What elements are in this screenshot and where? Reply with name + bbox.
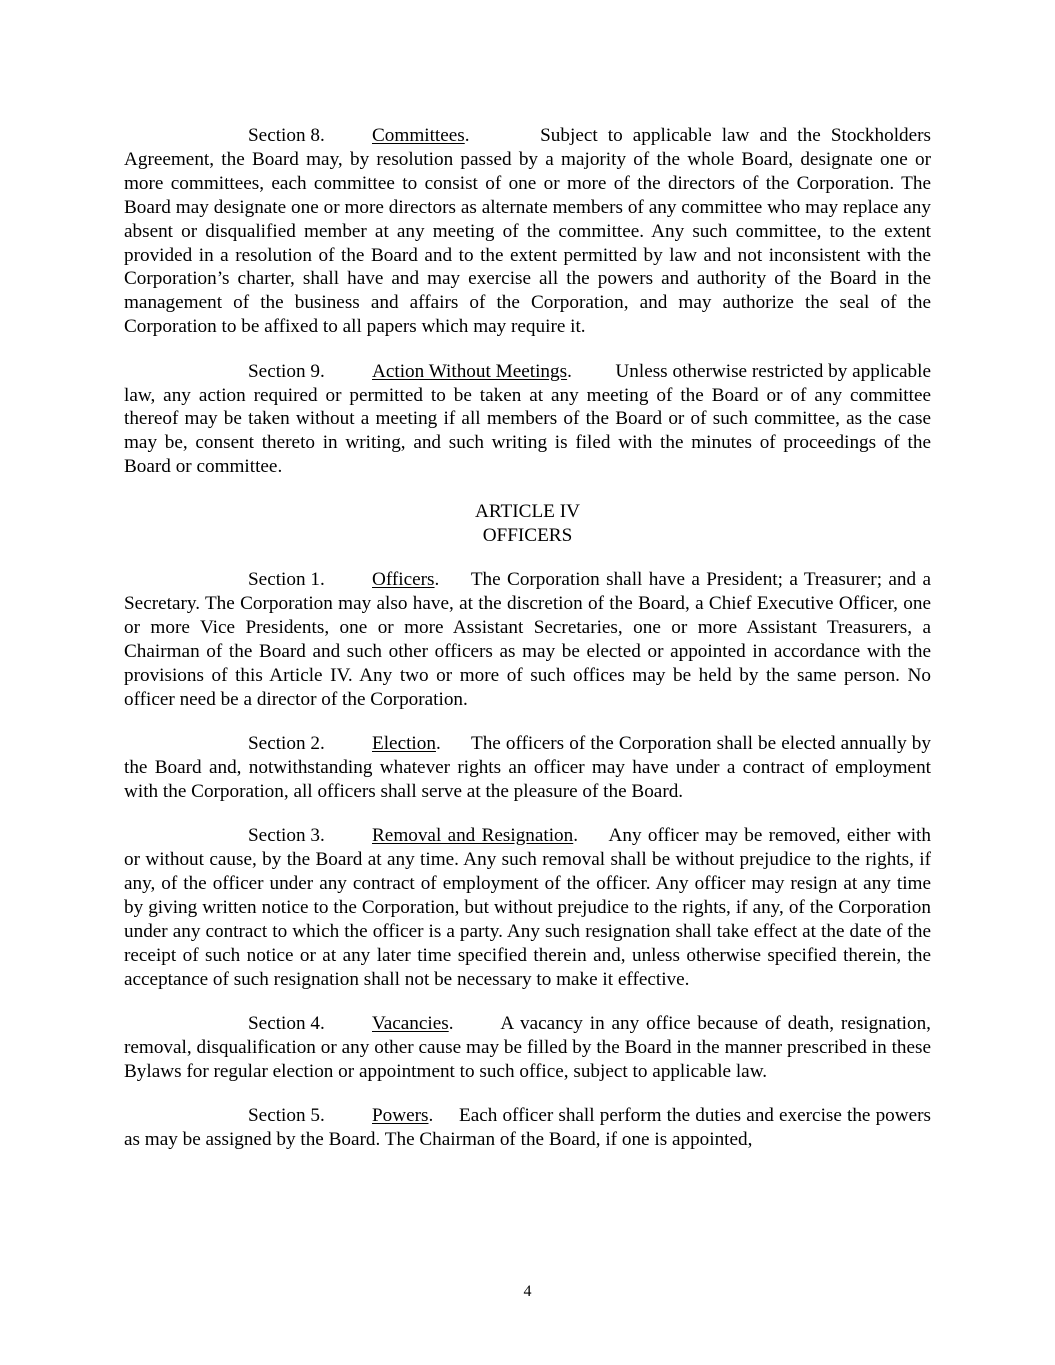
section-body: A vacancy in any office because of death, resignation, removal, disqualification or any other cause may be filled by the Board in the manner prescribed in these Bylaws for regular election or appointment to such office, subject to applicable law. [124, 1013, 931, 1082]
section-9-paragraph: Section 9. Action Without Meetings. Unless otherwise restricted by applicable law, any action required or permitted to be taken at any meeting of the Board or of any committee thereof may be taken without a meeting if all members of the Board or of such committee, as the case may be, consent thereto in writing, and such writing is filed with the minutes of proceedings of the Board or committee. [124, 360, 931, 478]
section-title: Committees [372, 125, 465, 146]
section-body: Each officer shall perform the duties and exercise the powers as may be assigned by the Board. The Chairman of the Board, if one is appointed, [124, 1105, 931, 1151]
section-title: Officers [372, 569, 435, 590]
page-number: 4 [523, 1283, 532, 1300]
section-number: Section 8. [248, 125, 325, 146]
section-body: The officers of the Corporation shall be elected annually by the Board and, notwithstanding whatever rights an officer may have under a contract of employment with the Corporation, all officers shall serve at the pleasure of the Board. [124, 732, 931, 802]
section-title: Vacancies [372, 1013, 449, 1034]
article-subtitle: OFFICERS [482, 524, 573, 546]
section-4-paragraph: Section 4. Vacancies. A vacancy in any office because of death, resignation, removal, disqualification or any other cause may be filled by the Board in the manner prescribed in these Bylaws for regular election or appointment to such office, subject to applicable law. [124, 1013, 931, 1082]
section-number: Section 1. [248, 569, 325, 590]
section-3-paragraph: Section 3. Removal and Resignation. Any officer may be removed, either with or without cause, by the Board at any time. Any such removal shall be without prejudice to the rights, if any, of the officer under any contract of employment of the officer. Any officer may resign at any time by giving written notice to the Corporation, but without prejudice to the rights, if any, of the Corporation under any contract to which the officer is a party. Any such resignation shall take effect at the date of the receipt of such notice or at any later time specified therein and, unless otherwise specified therein, the acceptance of such resignation shall not be necessary to make it effective. [124, 825, 931, 990]
section-body: The Corporation shall have a President; a Treasurer; and a Secretary. The Corporation may also have, at the discretion of the Board, a Chief Executive Officer, one or more Vice Presidents, one or more Assistant Secretaries, one or more Assistant Treasurers, a Chairman of the Board and such other officers as may be elected or appointed in accordance with the provisions of this Article IV. Any two or more of such offices may be held by the same person. No officer need be a director of the Corporation. [124, 569, 931, 710]
section-body: Subject to applicable law and the Stockholders Agreement, the Board may, by resolution passed by a majority of the whole Board, designate one or more committees, each committee to consist of one or more of the directors of the Corporation. The Board may designate one or more directors as alternate members of any committee who may replace any absent or disqualified member at any meeting of the committee. Any such committee, to the extent provided in a resolution of the Board and to the extent permitted by law and not inconsistent with the Corporation’s charter, shall have and may exercise all the powers and authority of the Board in the management of the business and affairs of the Corporation, and may authorize the seal of the Corporation to be affixed to all papers which may require it. [124, 125, 932, 338]
section-number: Section 3. [248, 825, 325, 847]
section-title: Removal and Resignation [372, 825, 574, 847]
section-title: Election [372, 732, 436, 754]
section-1-paragraph: Section 1. Officers. The Corporation shall have a President; a Treasurer; and a Secretary. The Corporation may also have, at the discretion of the Board, a Chief Executive Officer, one or more Vice Presidents, one or more Assistant Secretaries, one or more Assistant Treasurers, a Chairman of the Board and such other officers as may be elected or appointed in accordance with the provisions of this Article IV. Any two or more of such offices may be held by the same person. No officer need be a director of the Corporation. [124, 569, 931, 710]
section-title: Powers [372, 1105, 429, 1127]
article-title: ARTICLE IV [475, 500, 580, 522]
section-2-paragraph: Section 2. Election. The officers of the Corporation shall be elected annually by the Board and, notwithstanding whatever rights an officer may have under a contract of employment with the Corporation, all officers shall serve at the pleasure of the Board. [124, 732, 931, 802]
document-page [124, 124, 931, 1173]
section-body: Unless otherwise restricted by applicable law, any action required or permitted to be taken at any meeting of the Board or of any committee thereof may be taken without a meeting if all members of the Board or of such committee, as the case may be, consent thereto in writing, and such writing is filed with the minutes of proceedings of the Board or committee. [124, 360, 931, 478]
section-5-paragraph: Section 5. Powers. Each officer shall perform the duties and exercise the powers as may be assigned by the Board. The Chairman of the Board, if one is appointed, [124, 1105, 931, 1151]
section-8-paragraph: Section 8. Committees. Subject to applicable law and the Stockholders Agreement, the Board may, by resolution passed by a majority of the whole Board, designate one or more committees, each committee to consist of one or more of the directors of the Corporation. The Board may designate one or more directors as alternate members of any committee who may replace any absent or disqualified member at any meeting of the committee. Any such committee, to the extent provided in a resolution of the Board and to the extent permitted by law and not inconsistent with the Corporation’s charter, shall have and may exercise all the powers and authority of the Board in the management of the business and affairs of the Corporation, and may authorize the seal of the Corporation to be affixed to all papers which may require it. [124, 125, 932, 338]
section-number: Section 5. [248, 1105, 325, 1127]
section-body: Any officer may be removed, either with or without cause, by the Board at any time. Any such removal shall be without prejudice to the rights, if any, of the officer under any contract of employment of the officer. Any officer may resign at any time by giving written notice to the Corporation, but without prejudice to the rights, if any, of the Corporation under any contract to which the officer is a party. Any such resignation shall take effect at the date of the receipt of such notice or at any later time specified therein and, unless otherwise specified therein, the acceptance of such resignation shall not be necessary to make it effective. [124, 825, 931, 990]
article-heading [124, 500, 931, 548]
section-title: Action Without Meetings [372, 360, 568, 382]
section-number: Section 4. [248, 1013, 325, 1034]
section-number: Section 2. [248, 732, 325, 754]
section-number: Section 9. [248, 360, 325, 382]
